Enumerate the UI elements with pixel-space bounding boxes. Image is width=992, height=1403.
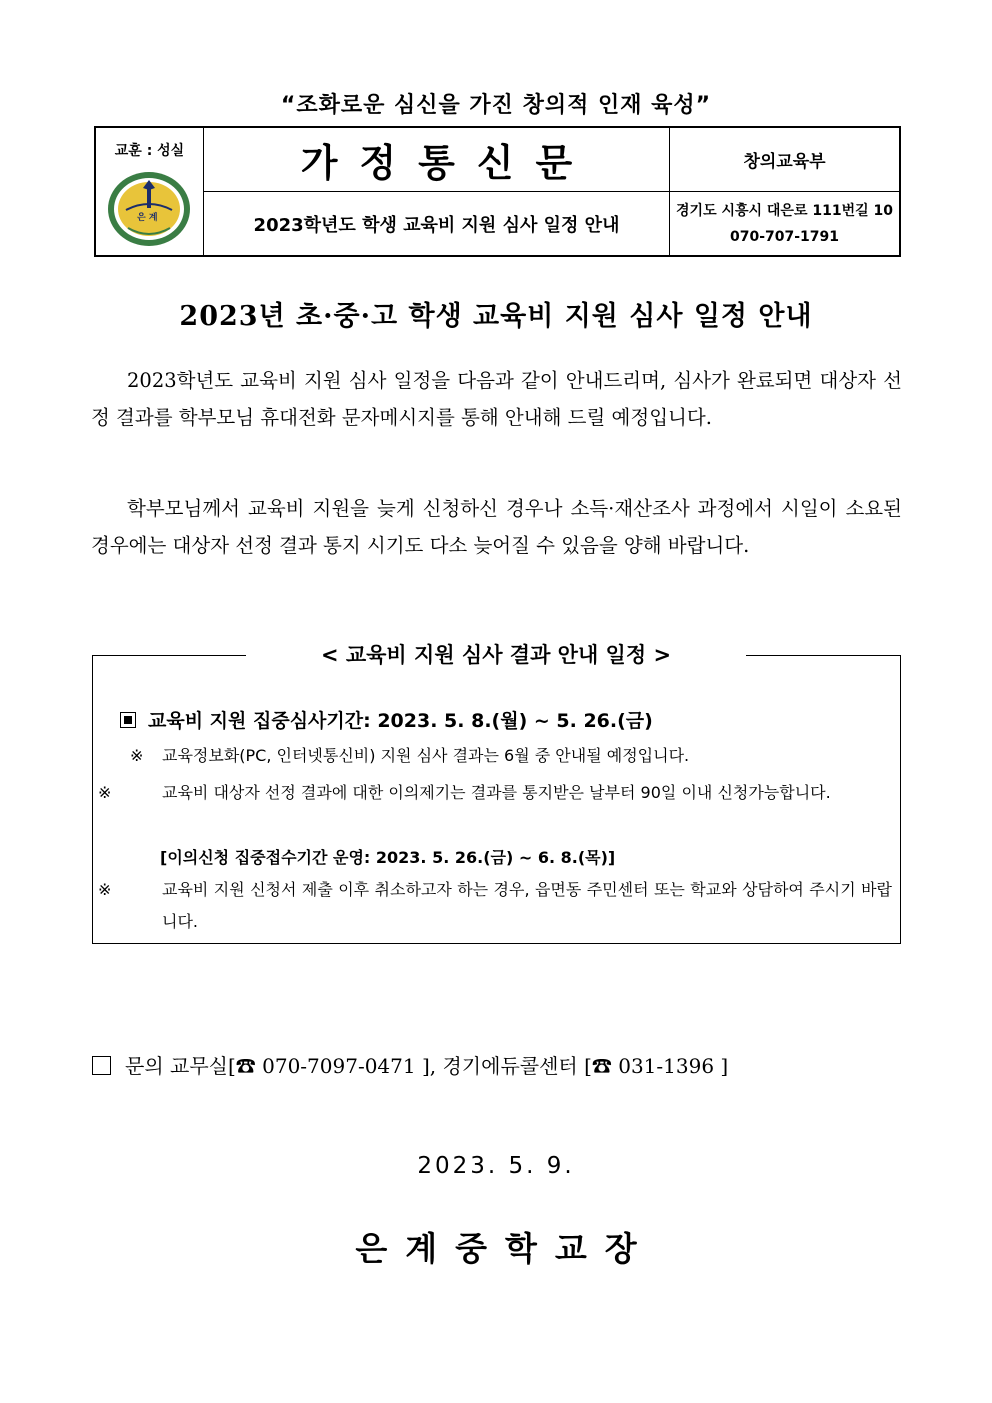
school-motto: 교훈 : 성실 — [114, 143, 185, 159]
note-1-text: 교육정보화(PC, 인터넷통신비) 지원 심사 결과는 6월 중 안내될 예정입니다. — [162, 746, 690, 765]
issue-date: 2023. 5. 9. — [417, 1153, 575, 1179]
schedule-box-title: < 교육비 지원 심사 결과 안내 일정 > — [246, 638, 746, 672]
contact-info — [92, 1050, 728, 1079]
note-3-text: 교육비 지원 신청서 제출 이후 취소하고자 하는 경우, 읍면동 주민센터 또는 학교와 상담하여 주시기 바랍니다. — [162, 880, 892, 931]
school-logo-cell — [96, 128, 204, 255]
empty-checkbox-icon — [92, 1056, 111, 1075]
school-phone: 070-707-1791 — [729, 228, 840, 245]
document-title: 2023년 초·중·고 학생 교육비 지원 심사 일정 안내 — [179, 301, 813, 332]
subtitle-cell — [204, 192, 670, 255]
reference-mark-icon: ※ — [130, 746, 144, 765]
body-paragraph-1 — [91, 362, 902, 436]
paragraph-2-text: 학부모님께서 교육비 지원을 늦게 신청하신 경우나 소득·재산조사 과정에서 시일이 소요된 경우에는 대상자 선정 결과 통지 시기도 다소 늦어질 수 있음을 양해 바랍니다. — [91, 497, 902, 557]
newsletter-title-cell — [204, 128, 670, 192]
newsletter-title: 가정통신문 — [300, 141, 595, 185]
address-cell — [670, 192, 899, 255]
filled-square-bullet-icon — [120, 712, 136, 728]
school-emblem-icon — [106, 170, 192, 248]
newsletter-subtitle: 2023학년도 학생 교육비 지원 심사 일정 안내 — [253, 214, 620, 236]
review-period-text: 교육비 지원 집중심사기간: 2023. 5. 8.(월) ~ 5. 26.(금) — [148, 710, 653, 732]
paragraph-1-text: 2023학년도 교육비 지원 심사 일정을 다음과 같이 안내드리며, 심사가 완료되면 대상자 선정 결과를 학부모님 휴대전화 문자메시지를 통해 안내해 드릴 예정입니다. — [91, 369, 902, 429]
school-address: 경기도 시흥시 대은로 111번길 10 — [676, 202, 893, 219]
reference-mark-icon: ※ — [98, 783, 112, 802]
school-slogan: “조화로운 심신을 가진 창의적 인재 육성” — [280, 93, 712, 118]
schedule-note-2 — [98, 777, 892, 809]
schedule-note-1 — [130, 740, 892, 772]
department-name: 창의교육부 — [743, 152, 826, 172]
appeal-period: [이의신청 집중접수기간 운영: 2023. 5. 26.(금) ~ 6. 8.(목)] — [160, 848, 616, 867]
note-2-text: 교육비 대상자 선정 결과에 대한 이의제기는 결과를 통지받은 날부터 90일 이내 신청가능합니다. — [162, 783, 831, 802]
department-cell — [670, 128, 899, 192]
body-paragraph-2 — [91, 490, 902, 564]
contact-text: 문의 교무실[☎ 070-7097-0471 ], 경기에듀콜센터 [☎ 031-1396 ] — [125, 1054, 729, 1078]
review-period — [120, 706, 653, 733]
newsletter-header — [94, 126, 901, 257]
schedule-note-3 — [98, 874, 892, 938]
reference-mark-icon: ※ — [98, 880, 112, 899]
emblem-text: 은 계 — [137, 213, 158, 223]
principal-signature: 은계중학교장 — [355, 1229, 655, 1268]
